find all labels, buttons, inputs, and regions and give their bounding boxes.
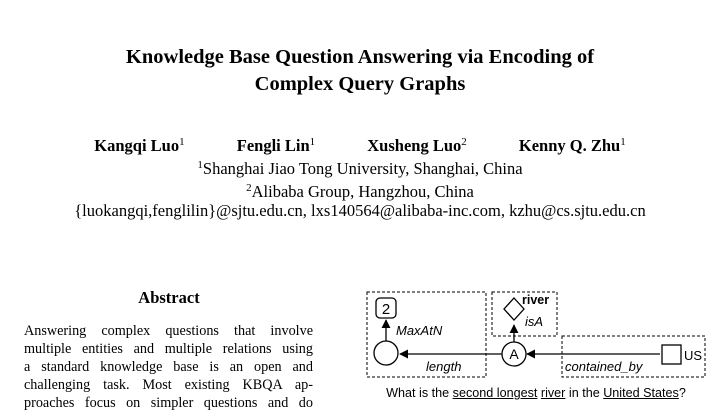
author-affil-mark: 2 <box>461 136 467 148</box>
abstract-line: Answering complex questions that involve <box>24 323 313 339</box>
type-label: river <box>522 293 550 307</box>
figure-question <box>364 386 708 400</box>
author-1 <box>94 132 184 156</box>
title-line-2: Complex Query Graphs <box>254 73 466 95</box>
author-name: Fengli Lin <box>236 136 310 155</box>
author-2 <box>237 132 315 156</box>
abstract-heading: Abstract <box>138 288 200 307</box>
caption-text: in the <box>565 386 604 400</box>
ordinal-value-text: 2 <box>381 301 391 318</box>
affiliation-text: Alibaba Group, Hangzhou, China <box>251 182 474 201</box>
query-graph-figure <box>364 288 708 384</box>
caption-text: ? <box>678 386 686 400</box>
isa-label: isA <box>525 314 544 329</box>
length-variable-node <box>374 341 398 365</box>
affiliation-text: Shanghai Jiao Tong University, Shanghai, China <box>202 159 523 178</box>
affiliation-1 <box>0 155 720 179</box>
abstract-line: proaches focus on simpler questions and do <box>24 395 313 411</box>
author-affil-mark: 1 <box>309 136 316 148</box>
answer-node-label: A <box>509 346 519 362</box>
author-list <box>0 132 720 156</box>
contained-by-label: contained_by <box>565 359 643 374</box>
affil-mark: 2 <box>246 182 252 194</box>
length-label: length <box>426 359 462 374</box>
author-name: Xusheng Luo <box>367 136 462 155</box>
abstract-line: challenging task. Most existing KBQA ap- <box>24 377 313 393</box>
author-3 <box>367 132 467 156</box>
caption-type-phrase: river <box>540 386 566 400</box>
author-name: Kenny Q. Zhu <box>518 136 621 155</box>
abstract-body <box>24 322 313 412</box>
caption-ordinal-phrase: second longest <box>452 386 538 400</box>
abstract-line: multiple entities and multiple relations using <box>24 341 313 357</box>
type-node <box>504 298 524 320</box>
author-4 <box>519 132 626 156</box>
affil-mark: 1 <box>197 159 203 171</box>
affiliation-2 <box>0 178 720 202</box>
paper-title <box>0 44 720 98</box>
author-affil-mark: 1 <box>179 136 185 148</box>
author-name: Kangqi Luo <box>94 136 180 155</box>
maxatn-label: MaxAtN <box>396 323 443 338</box>
entity-node <box>662 345 681 364</box>
entity-label: US <box>684 348 703 363</box>
abstract-line: a standard knowledge base is an open and <box>24 359 313 375</box>
title-line-1: Knowledge Base Question Answering via Encoding of <box>125 46 595 68</box>
caption-entity-phrase: United States <box>603 386 679 400</box>
caption-text: What is the <box>386 386 453 400</box>
author-affil-mark: 1 <box>620 136 626 148</box>
author-emails: {luokangqi,fenglilin}@sjtu.edu.cn, lxs140564@alibaba-inc.com, kzhu@cs.sjtu.edu.cn <box>74 201 646 220</box>
